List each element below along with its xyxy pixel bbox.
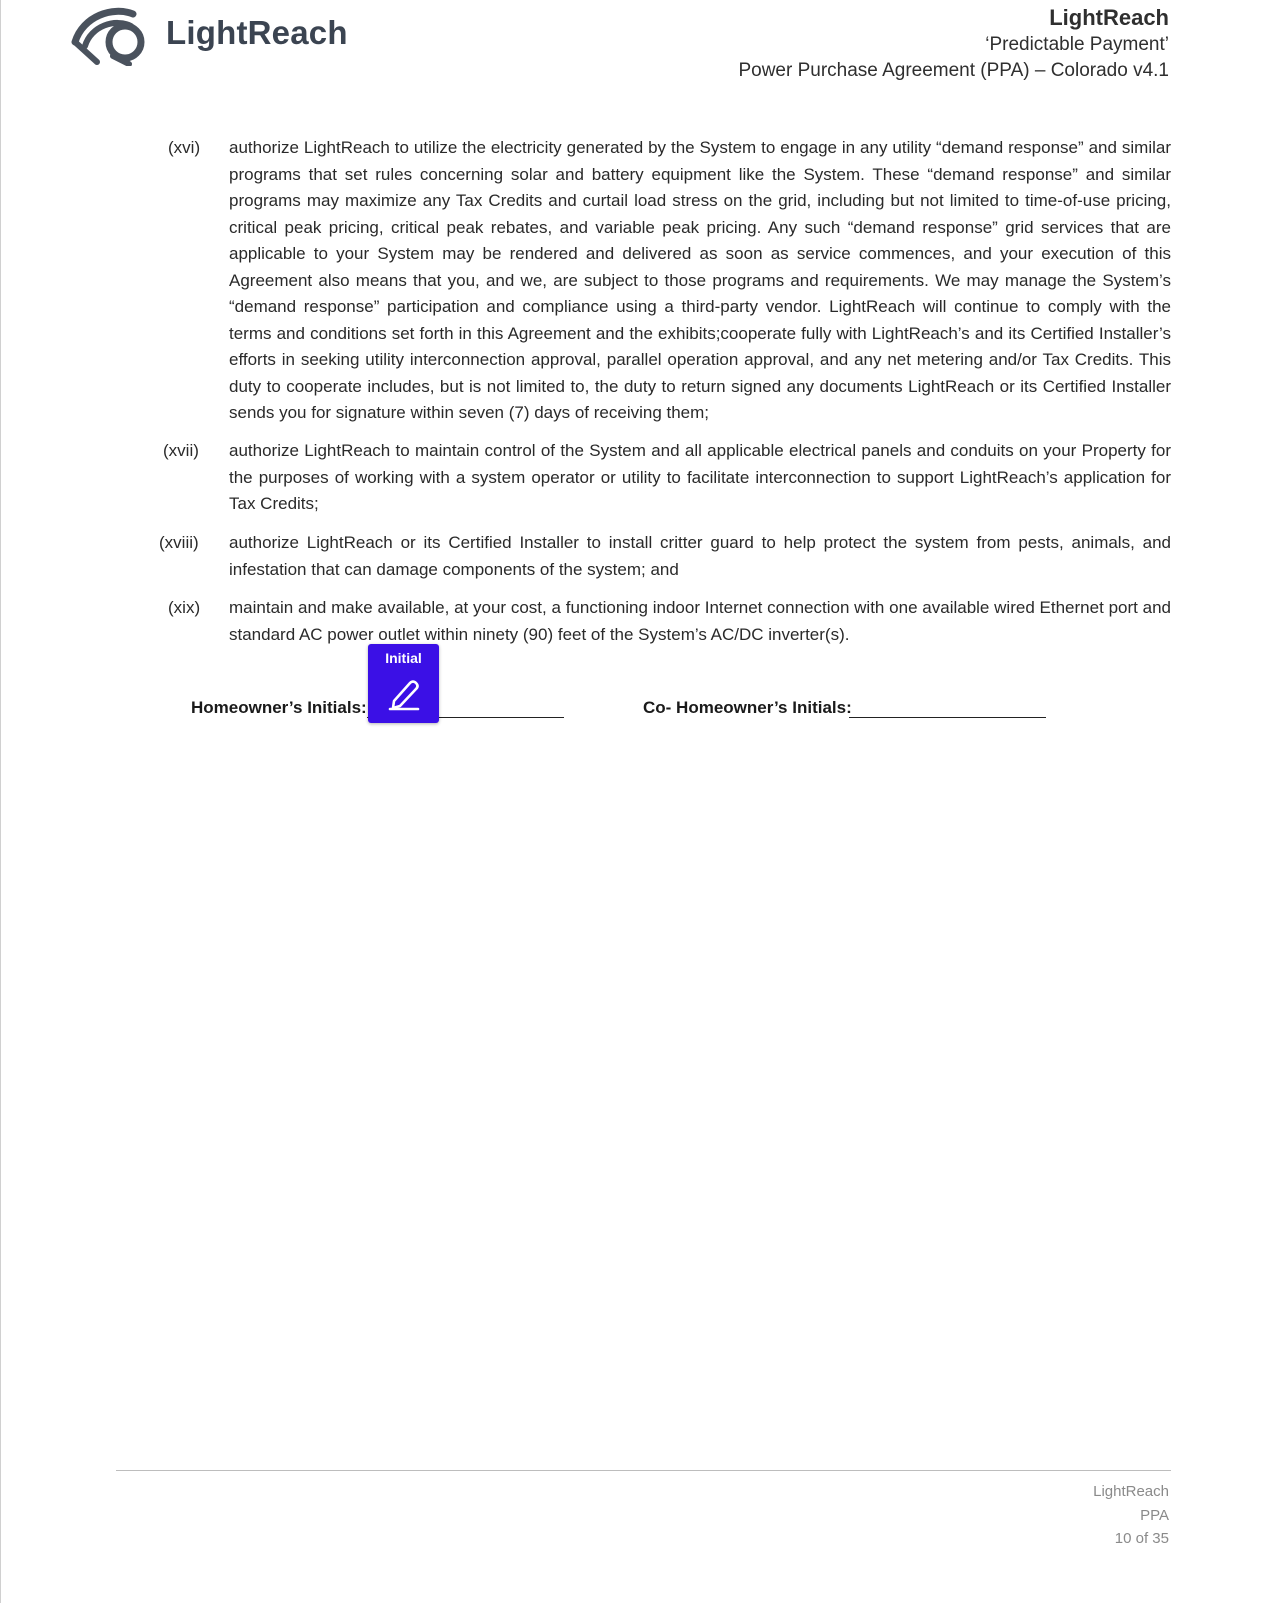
initial-button-label: Initial	[385, 650, 422, 666]
clause-text: authorize LightReach or its Certified Installer to install critter guard to help protect the system from pests, animals, and infestation that can damage components of the system; and	[229, 533, 1171, 579]
logo-wordmark: LightReach	[166, 14, 348, 51]
header-brand: LightReach	[1049, 5, 1169, 30]
footer-doc-type: PPA	[1140, 1506, 1169, 1524]
initial-field-button[interactable]	[368, 644, 439, 723]
clause-number: (xix)	[168, 598, 201, 617]
homeowner-initials-label: Homeowner’s Initials:	[191, 698, 367, 717]
footer-divider	[116, 1470, 1171, 1471]
header-agreement-title: Power Purchase Agreement (PPA) – Colorado v4.1	[738, 60, 1169, 81]
lightreach-logo-icon	[69, 2, 159, 66]
co-homeowner-initials-line[interactable]	[849, 717, 1046, 718]
clause-text: authorize LightReach to maintain control of the System and all applicable electrical panels and conduits on your Property for the purposes of working with a system operator or utility to facilitate interconnection to support LightReach’s application for Tax Credits;	[229, 441, 1171, 513]
clause-number: (xvii)	[163, 441, 199, 460]
document-header	[738, 4, 1169, 84]
clause-text: authorize LightReach to utilize the electricity generated by the System to engage in any utility “demand response” and similar programs that set rules concerning solar and battery equipment like the System. These “demand response” and similar programs may maximize any Tax Credits and curtail load stress on the grid, including but not limited to time-of-use pricing, critical peak pricing, critical peak rebates, and variable peak pricing. Any such “demand response” grid services that are applicable to your System may be rendered and delivered as soon as service commences, and your execution of this Agreement also means that you, and we, are subject to those programs and requirements. We may manage the System’s “demand response” participation and compliance using a third-party vendor. LightReach will continue to comply with the terms and conditions set forth in this Agreement and the exhibits;cooperate fully with LightReach’s and its Certified Installer’s efforts in seeking utility interconnection approval, parallel operation approval, and any net metering and/or Tax Credits. This duty to cooperate includes, but is not limited to, the duty to return signed any documents LightReach or its Certified Installer sends you for signature within seven (7) days of receiving them;	[229, 138, 1171, 422]
clause-number: (xviii)	[159, 533, 199, 552]
footer-company: LightReach	[1093, 1483, 1169, 1500]
clause-text: maintain and make available, at your cost, a functioning indoor Internet connection with one available wired Ethernet port and standard AC power outlet within ninety (90) feet of the System’s AC/DC inverter(s).	[229, 598, 1171, 644]
footer-page-number: 10 of 35	[1114, 1530, 1169, 1547]
header-subtitle: ‘Predictable Payment’	[985, 34, 1169, 55]
co-homeowner-initials-label: Co- Homeowner’s Initials:	[643, 698, 852, 717]
pen-icon	[388, 677, 420, 711]
clause-number: (xvi)	[168, 138, 201, 157]
document-footer	[1093, 1480, 1169, 1551]
lightreach-logo	[69, 2, 369, 66]
